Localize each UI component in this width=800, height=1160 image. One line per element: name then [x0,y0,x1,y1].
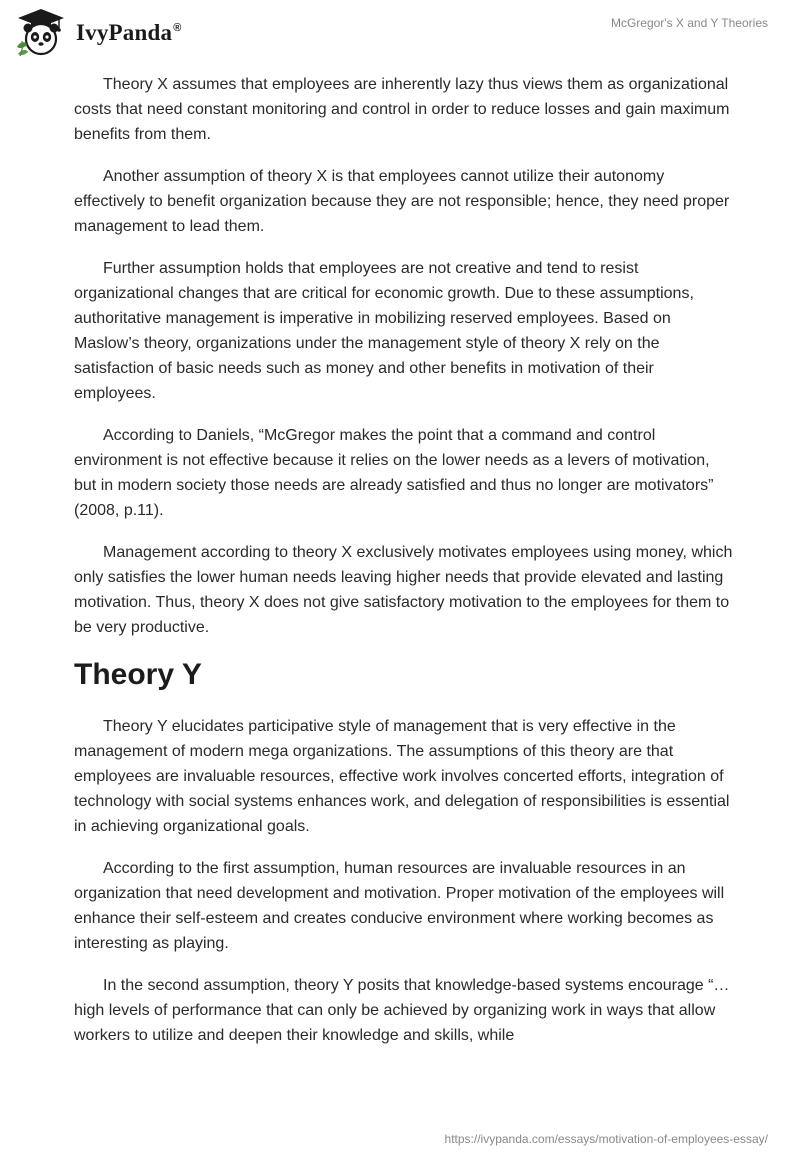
panda-logo-icon [14,7,68,57]
paragraph: Theory Y elucidates participative style of management that is very effective in the management of modern mega organizations. The assumptions of this theory are that employees are invaluable resources, effective work involves concerted efforts, integration of technology with social systems enhances work, and delegation of responsibilities is essential in achieving organizational goals. [74,718,730,835]
section-heading: Theory Y [74,658,202,691]
paragraph: Another assumption of theory X is that employees cannot utilize their autonomy effectively to benefit organization because they are not responsible; hence, they need proper management to lead them. [74,168,730,235]
paragraph: Management according to theory X exclusively motivates employees using money, which only satisfies the lower human needs leaving higher needs that provide elevated and lasting motivation. Thus, theory X does not give satisfactory motivation to the employees for them to be very productive. [74,544,733,636]
brand-name: IvyPanda® [76,20,182,45]
paragraph: According to the first assumption, human resources are invaluable resources in an organization that need development and motivation. Proper motivation of the employees will enhance their self-esteem and creates conducive environment where working becomes as interesting as playing. [74,860,725,952]
document-title: McGregor's X and Y Theories [610,16,768,30]
page-header [0,0,800,62]
paragraph: Further assumption holds that employees are not creative and tend to resist organizational changes that are critical for economic growth. Due to these assumptions, authoritative management is imperative in mobilizing reserved employees. Based on Maslow’s theory, organizations under the management style of theory X rely on the satisfaction of basic needs such as money and other benefits in motivation of their employees. [74,260,694,402]
paragraph: In the second assumption, theory Y posits that knowledge-based systems encourage “…high levels of performance that can only be achieved by organizing work in ways that allow workers to utilize and deepen their knowledge and skills, while [74,977,730,1044]
brand-logo[interactable] [14,7,182,57]
essay-content [74,72,734,1065]
paragraph: According to Daniels, “McGregor makes the point that a command and control environment is not effective because it relies on the lower needs as a levers of motivation, but in modern society those needs are already satisfied and thus no longer are motivators” (2008, p.11). [74,427,714,519]
source-url-link[interactable]: https://ivypanda.com/essays/motivation-of-employees-essay/ [444,1132,768,1146]
paragraph: Theory X assumes that employees are inherently lazy thus views them as organizational costs that need constant monitoring and control in order to reduce losses and gain maximum benefits from them. [74,76,730,143]
registered-mark: ® [173,22,182,35]
